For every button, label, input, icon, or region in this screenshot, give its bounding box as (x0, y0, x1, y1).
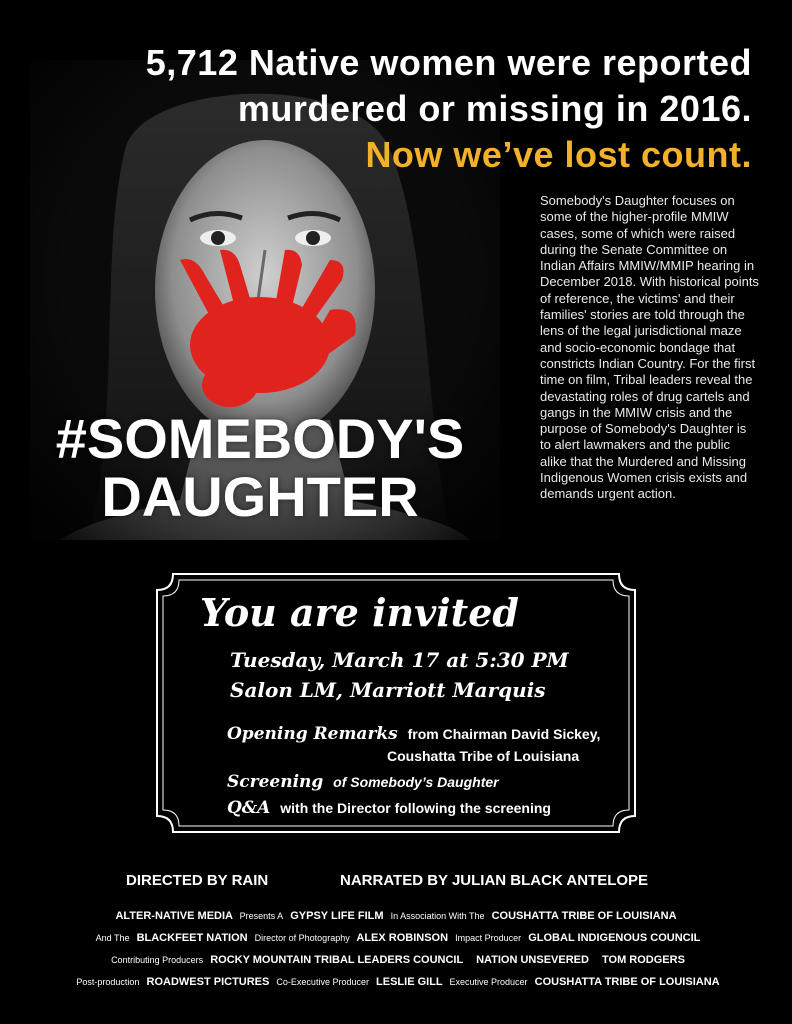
billing-line (0, 971, 792, 993)
credit-role: Director of Photography (254, 933, 350, 943)
opening-remarks-row (227, 724, 600, 744)
credit-name: GYPSY LIFE FILM (290, 910, 384, 922)
credit-name: COUSHATTA TRIBE OF LOUISIANA (491, 910, 677, 922)
screening-text: of Somebody’s Daughter (333, 774, 499, 790)
credit-role: And The (95, 933, 130, 943)
billing-block (0, 905, 792, 993)
event-venue: Salon LM, Marriott Marquis (230, 678, 546, 702)
film-title-line-1: #SOMEBODY'S (55, 407, 465, 470)
billing-line (0, 927, 792, 949)
credit-name: ROCKY MOUNTAIN TRIBAL LEADERS COUNCIL (210, 954, 463, 966)
opening-remarks-label: Opening Remarks (227, 724, 398, 744)
billing-line (0, 905, 792, 927)
credit-name: ALTER-NATIVE MEDIA (115, 910, 233, 922)
credit-role: Impact Producer (455, 933, 522, 943)
credit-role: Post-production (76, 977, 140, 987)
directed-by: DIRECTED BY RAIN (126, 872, 269, 889)
invitation-box (155, 572, 637, 834)
invite-heading: You are invited (200, 590, 519, 635)
screening-label: Screening (227, 772, 324, 792)
event-date: Tuesday, March 17 at 5:30 PM (230, 648, 569, 672)
credit-name: COUSHATTA TRIBE OF LOUISIANA (534, 976, 720, 988)
headline (40, 40, 752, 178)
film-synopsis: Somebody's Daughter focuses on some of the higher-profile MMIW cases, some of which were raised during the Senate Committee on Indian Affairs MMIW/MMIP hearing in December 2018. With historical points of reference, the victims' and their families' stories are told through the lens of the legal jurisdictional maze and socio-economic bondage that constricts Indian Country. For the first time on film, Tribal leaders reveal the devastating roles of drug cartels and gangs in the MMIW crisis and the purpose of Somebody's Daughter is to alert lawmakers and the public alike that the Murdered and Missing Indigenous Women crisis exists and demands urgent action. (540, 193, 759, 502)
credit-name: ALEX ROBINSON (356, 932, 449, 944)
credit-name: LESLIE GILL (376, 976, 443, 988)
film-title-line-2: DAUGHTER (101, 465, 419, 528)
billing-line (0, 949, 792, 971)
credit-role: Contributing Producers (111, 955, 204, 965)
credit-role: Co-Executive Producer (276, 977, 369, 987)
opening-remarks-subtext: Coushatta Tribe of Louisiana (387, 748, 580, 764)
opening-remarks-text: from Chairman David Sickey, (407, 726, 601, 742)
credit-name: ROADWEST PICTURES (146, 976, 270, 988)
credit-role: Presents A (239, 911, 284, 921)
credit-name: GLOBAL INDIGENOUS COUNCIL (528, 932, 701, 944)
qa-text: with the Director following the screening (280, 800, 551, 816)
qa-label: Q&A (227, 798, 271, 818)
credit-name: NATION UNSEVERED (476, 954, 589, 966)
headline-line-2: murdered or missing in 2016. (237, 88, 752, 129)
film-title (40, 407, 480, 528)
credit-name: TOM RODGERS (602, 954, 685, 966)
credit-role: In Association With The (390, 911, 485, 921)
narrated-by: NARRATED BY JULIAN BLACK ANTELOPE (340, 872, 649, 889)
credit-name: BLACKFEET NATION (136, 932, 248, 944)
credit-role: Executive Producer (449, 977, 528, 987)
headline-accent-line: Now we’ve lost count. (365, 134, 752, 175)
screening-row (227, 772, 499, 792)
qa-row (227, 798, 551, 818)
headline-line-1: 5,712 Native women were reported (145, 42, 752, 83)
